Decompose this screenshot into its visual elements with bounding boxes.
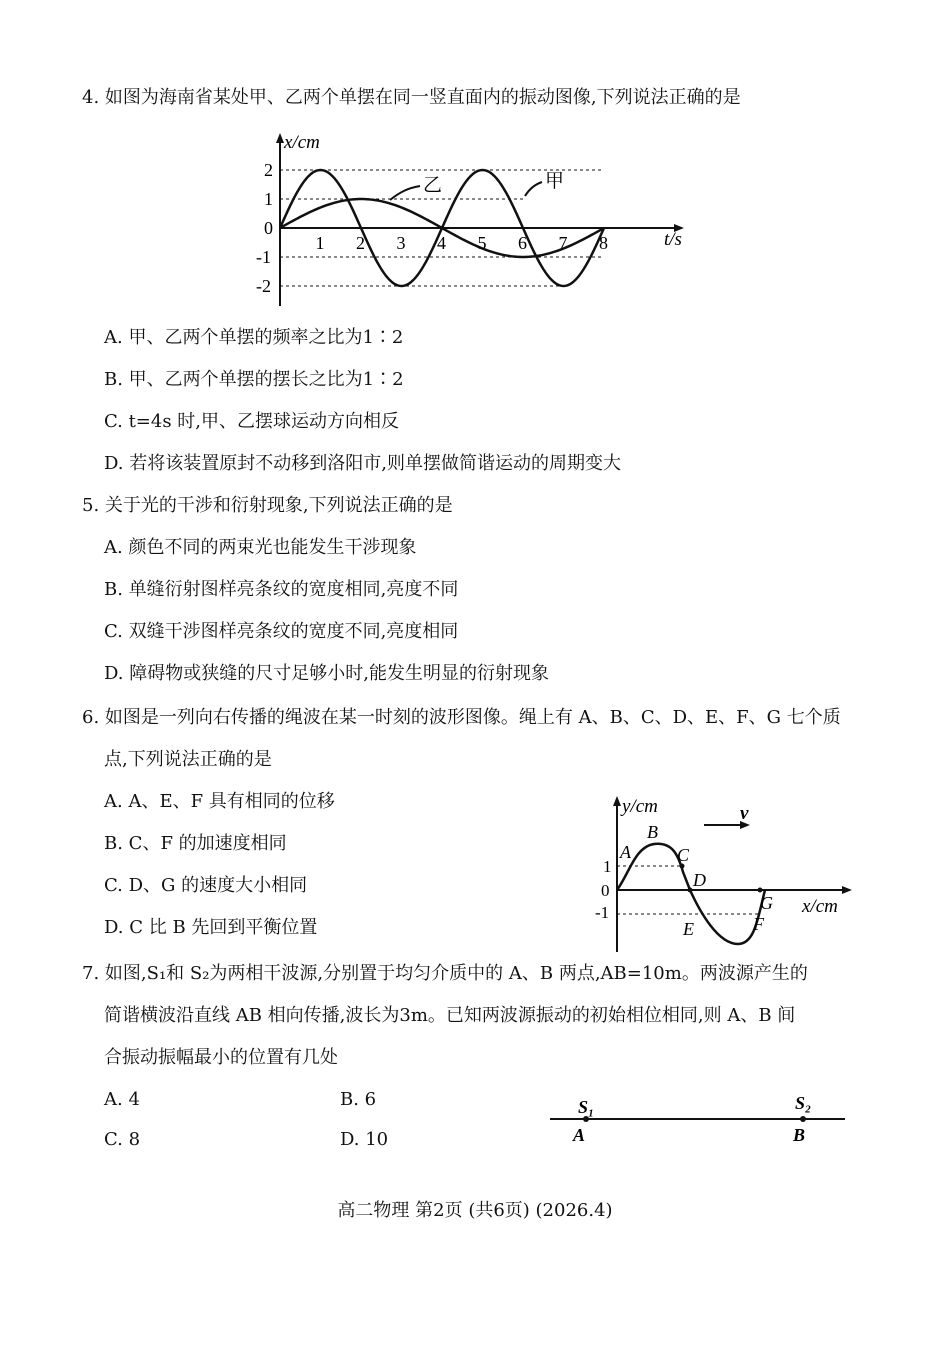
- q7-option-a: A. 4: [104, 1089, 140, 1110]
- q7-option-d: D. 10: [340, 1129, 389, 1150]
- q5-stem: 5. 关于光的干涉和衍射现象,下列说法正确的是: [82, 495, 453, 516]
- q6-point-f: F: [753, 914, 764, 934]
- q4-option-a: A. 甲、乙两个单摆的频率之比为1∶2: [104, 327, 404, 348]
- q7-option-c: C. 8: [104, 1129, 141, 1150]
- q4-y-tick-label: 1: [264, 189, 273, 209]
- q4-y-tick-label: -2: [256, 276, 271, 296]
- q4-option-c: C. t=4s 时,甲、乙摆球运动方向相反: [104, 411, 400, 432]
- q6-option-b: B. C、F 的加速度相同: [104, 833, 287, 854]
- q4-option-b: B. 甲、乙两个单摆的摆长之比为1∶2: [104, 369, 404, 390]
- q6-option-a: A. A、E、F 具有相同的位移: [104, 791, 335, 812]
- q6-point-a: A: [620, 842, 631, 862]
- q7-s2-label: S₂: [795, 1093, 812, 1113]
- q4-x-axis-label: t/s: [664, 229, 682, 250]
- q7-s1-label: S₁: [578, 1097, 595, 1117]
- q6-point-c: C: [677, 845, 690, 865]
- q6-point-g: G: [760, 893, 773, 913]
- q6-stem-line1: 6. 如图是一列向右传播的绳波在某一时刻的波形图像。绳上有 A、B、C、D、E、F、G 七个质: [82, 707, 841, 728]
- q7-option-b: B. 6: [340, 1089, 377, 1110]
- q4-x-tick-label: 7: [558, 233, 568, 253]
- q6-point-d: D: [693, 870, 706, 890]
- q5-option-a: A. 颜色不同的两束光也能发生干涉现象: [104, 537, 417, 558]
- q4-x-tick-label: 1: [315, 233, 325, 253]
- q5-option-b: B. 单缝衍射图样亮条纹的宽度相同,亮度不同: [104, 579, 459, 600]
- q6-velocity-label: v: [740, 803, 749, 824]
- q4-stem: 4. 如图为海南省某处甲、乙两个单摆在同一竖直面内的振动图像,下列说法正确的是: [82, 87, 741, 108]
- q4-jia-leader: [525, 182, 542, 196]
- q6-option-c: C. D、G 的速度大小相同: [104, 875, 308, 896]
- q6-x-axis-label: x/cm: [802, 896, 838, 917]
- q6-stem-line2: 点,下列说法正确的是: [104, 749, 272, 770]
- q6-y-tick-minus1: -1: [595, 903, 610, 922]
- q5-option-c: C. 双缝干涉图样亮条纹的宽度不同,亮度相同: [104, 621, 459, 642]
- q4-oscillation-chart: [240, 128, 700, 308]
- q7-stem-line2: 简谐横波沿直线 AB 相向传播,波长为3m。已知两波源振动的初始相位相同,则 A、B 间: [104, 1005, 796, 1026]
- q6-y-tick-0: 0: [601, 881, 610, 900]
- q4-x-tick-label: 4: [437, 233, 446, 253]
- q4-y-axis-arrow: [276, 133, 284, 143]
- q4-option-d: D. 若将该装置原封不动移到洛阳市,则单摆做简谐运动的周期变大: [104, 453, 621, 474]
- q4-x-tick-label: 2: [356, 233, 365, 253]
- q7-stem-line3: 合振动振幅最小的位置有几处: [104, 1047, 338, 1068]
- q6-point-b: B: [647, 822, 658, 842]
- q6-wave-figure: [590, 792, 870, 957]
- q4-x-tick-label: 6: [518, 233, 527, 253]
- q4-label-jia: 甲: [545, 171, 565, 192]
- q7-a-label: A: [573, 1125, 586, 1145]
- q4-y-tick-label: -1: [256, 247, 271, 267]
- q4-y-tick-label: 0: [264, 218, 273, 238]
- q6-y-tick-1: 1: [603, 857, 612, 876]
- q7-stem-line1: 7. 如图,S₁和 S₂为两相干波源,分别置于均匀介质中的 A、B 两点,AB=10m。两波源产生的: [82, 963, 808, 984]
- q6-y-axis-label: y/cm: [622, 796, 658, 817]
- q4-y-axis-label: x/cm: [284, 132, 320, 153]
- page-footer: 高二物理 第2页 (共6页) (2026.4): [337, 1200, 613, 1221]
- q6-point-e: E: [683, 919, 694, 939]
- q5-option-d: D. 障碍物或狭缝的尺寸足够小时,能发生明显的衍射现象: [104, 663, 549, 684]
- q7-b-label: B: [793, 1125, 806, 1145]
- q4-x-tick-label: 5: [477, 233, 487, 253]
- q4-x-tick-label: 3: [396, 233, 406, 253]
- q4-y-tick-label: 2: [264, 160, 273, 180]
- q4-label-yi: 乙: [423, 175, 443, 196]
- q6-option-d: D. C 比 B 先回到平衡位置: [104, 917, 318, 938]
- q4-yi-leader: [390, 186, 420, 200]
- q7-source-figure: [545, 1090, 855, 1150]
- q4-x-tick-label: 8: [599, 233, 608, 253]
